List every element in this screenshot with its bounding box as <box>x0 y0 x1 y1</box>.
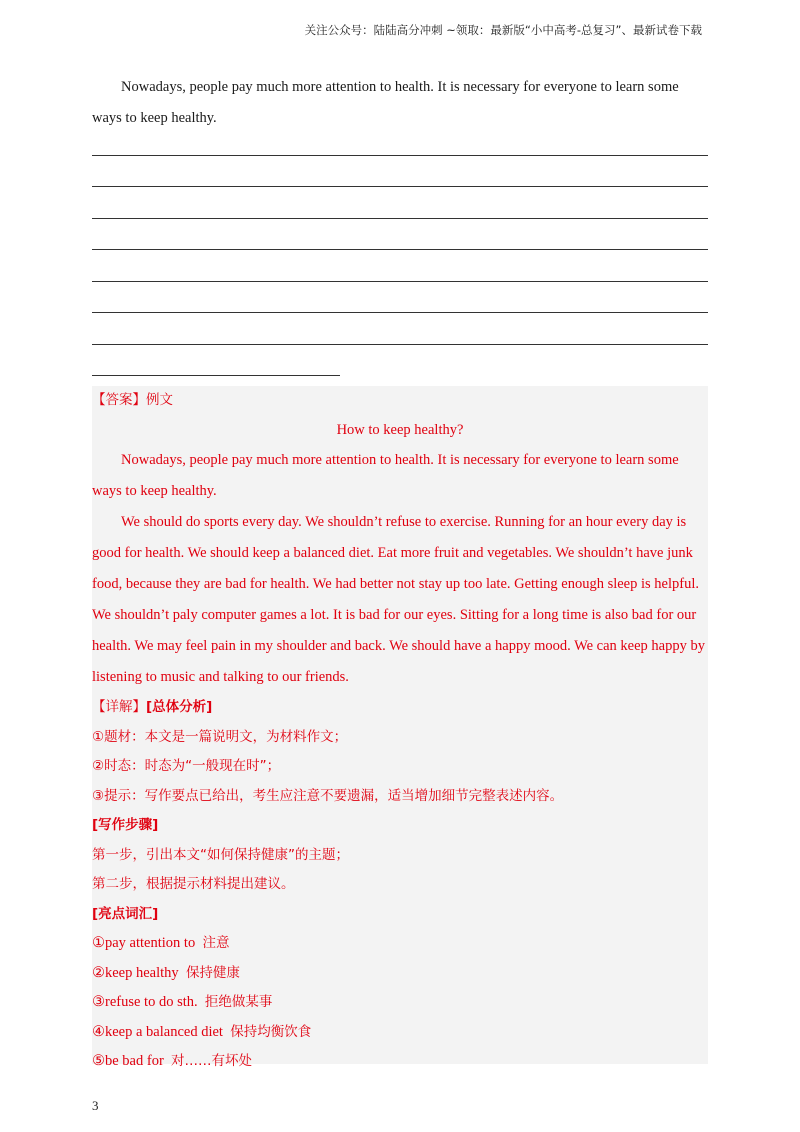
analysis-label <box>92 693 708 723</box>
page-number: 3 <box>92 1098 99 1113</box>
vocab-item <box>92 1047 708 1077</box>
answer-bracket: 【答案】 <box>92 392 146 408</box>
vocab-zh: 注意 <box>202 935 230 951</box>
writing-line <box>92 312 708 313</box>
vocab-zh: 保持均衡饮食 <box>230 1023 312 1040</box>
analysis-item: ③提示：写作要点已给出，考生应注意不要遗漏，适当增加细节完整表述内容。 <box>92 787 564 804</box>
vocab-item <box>92 988 708 1018</box>
writing-line <box>92 344 708 345</box>
writing-line <box>92 186 708 187</box>
essay-title: How to keep healthy? <box>336 421 464 438</box>
writing-line <box>92 218 708 219</box>
vocab-num: ⑤ <box>92 1053 105 1069</box>
essay-paragraph-2: We should do sports every day. We shouldn’t refuse to exercise. Running for an hour every day is good for health. We should keep a balanced diet. Eat more fruit and vegetables. We shouldn’t have junk food, because they are bad for health. We had better not stay up too late. Getting enough sleep is helpful. We shouldn’t paly computer games a lot. It is bad for our eyes. Sitting for a long time is also bad for our health. We may feel pain in my shoulder and back. We should have a happy mood. We can keep happy by listening to music and talking to our friends. <box>92 514 705 685</box>
analysis-section-title: [总体分析] <box>146 699 213 715</box>
vocab-item <box>92 959 708 989</box>
answer-section <box>92 386 708 1069</box>
vocab-en: be bad for <box>105 1053 164 1069</box>
vocab-zh: 对……有坏处 <box>171 1053 253 1069</box>
vocab-zh: 拒绝做某事 <box>204 994 273 1010</box>
vocab-num: ② <box>92 964 105 981</box>
writing-line <box>92 281 708 282</box>
vocab-num: ④ <box>92 1023 105 1040</box>
analysis-item: ①题材：本文是一篇说明文，为材料作文； <box>92 728 348 745</box>
analysis-bracket: 【详解】 <box>92 699 146 715</box>
writing-line <box>92 155 708 156</box>
vocab-num: ① <box>92 935 105 951</box>
step-item: 第一步，引出本文“如何保持健康”的主题； <box>92 846 349 863</box>
vocab-en: keep healthy <box>105 964 179 981</box>
page-header: 关注公众号：陆陆高分冲刺 ~领取：最新版“小中高考-总复习”、最新试卷下载 <box>304 23 702 37</box>
step-item: 第二步，根据提示材料提出建议。 <box>92 876 295 892</box>
vocab-en: refuse to do sth. <box>105 994 198 1010</box>
answer-label <box>92 386 708 416</box>
vocab-zh: 保持健康 <box>185 964 240 981</box>
vocab-en: pay attention to <box>105 935 196 951</box>
writing-prompt: Nowadays, people pay much more attention to health. It is necessary for everyone to learn some ways to keep healthy. <box>92 79 679 126</box>
analysis-item: ②时态：时态为“一般现在时”； <box>92 758 281 774</box>
steps-title: [写作步骤] <box>92 817 159 833</box>
vocab-item <box>92 1018 708 1048</box>
vocab-en: keep a balanced diet <box>105 1023 223 1040</box>
writing-line <box>92 249 708 250</box>
vocab-num: ③ <box>92 994 105 1010</box>
vocab-item <box>92 929 708 959</box>
essay-paragraph-1: Nowadays, people pay much more attention to health. It is necessary for everyone to learn some ways to keep healthy. <box>92 452 679 499</box>
answer-label-text: 例文 <box>146 392 173 408</box>
vocab-title: [亮点词汇] <box>92 905 159 922</box>
writing-line <box>92 375 340 376</box>
